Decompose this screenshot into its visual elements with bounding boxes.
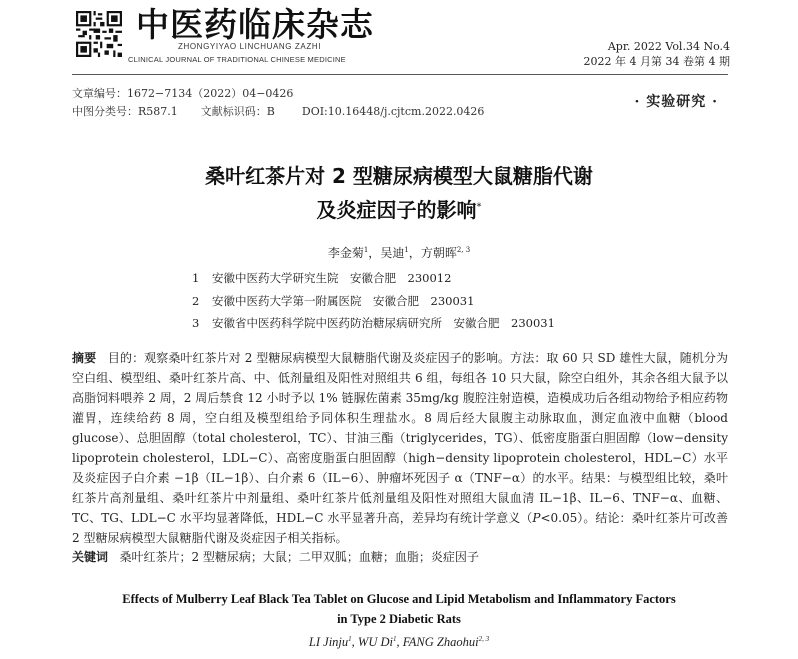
classification-line — [72, 103, 484, 119]
english-author-list: LI Jinju$^1$, WU Di$^1$, FANG Zhaohui$^{2, 3}$ — [308, 635, 490, 650]
affiliation: 2 安徽中医药大学第一附属医院 安徽合肥 230031 — [192, 294, 475, 308]
keywords-label: 关键词 — [72, 550, 109, 564]
journal-english-name: CLINICAL JOURNAL OF TRADITIONAL CHINESE MEDICINE — [128, 55, 346, 64]
journal-pinyin: ZHONGYIYAO LINCHUANG ZAZHI — [178, 42, 322, 51]
issue-chinese: 2022 年 4 月第 34 卷第 4 期 — [583, 55, 730, 68]
english-title-line2: in Type 2 Diabetic Rats — [337, 612, 461, 626]
abstract-label: 摘要 — [72, 351, 97, 365]
doc-code-value: B — [266, 105, 275, 118]
paper-title-line1: 桑叶红茶片对 2 型糖尿病模型大鼠糖脂代谢 — [205, 164, 593, 188]
qr-code-icon — [76, 11, 122, 57]
keywords — [72, 548, 479, 565]
affiliation: 1 安徽中医药大学研究生院 安徽合肥 230012 — [192, 271, 452, 285]
affiliation: 3 安徽省中医药科学院中医药防治糖尿病研究所 安徽合肥 230031 — [192, 316, 555, 330]
doi-value[interactable]: 10.16448/j.cjtcm.2022.0426 — [327, 105, 485, 118]
keywords-text: 桑叶红茶片；2 型糖尿病；大鼠；二甲双胍；血糖；血脂；炎症因子 — [119, 550, 479, 564]
issue-english: Apr. 2022 Vol.34 No.4 — [607, 40, 730, 53]
clc-value: R587.1 — [138, 105, 178, 118]
author-name: 李金菊 — [327, 246, 364, 260]
paper-title-line2: 及炎症因子的影响* — [316, 198, 482, 222]
author-name: 方朝晖 — [420, 246, 457, 260]
section-label: · 实验研究 · — [634, 94, 718, 110]
journal-logo: 中医药临床杂志 — [136, 5, 374, 44]
doc-code-label: 文献标识码： — [200, 105, 267, 118]
abstract: 摘要 目的：观察桑叶红茶片对 2 型糖尿病模型大鼠糖脂代谢及炎症因子的影响。方法：取 60 只 SD 雄性大鼠，随机分为空白组、模型组、桑叶红茶片高、中、低剂量组及阳性对照组共 6 组，每组各 10 只大鼠，除空白组外，其余各组大鼠予以高脂饲料喂养 2 周，2 周后禁食 12 小时予以 1% 链脲佐菌素 35mg/kg 腹腔注射造模，造模成功后各组动物给予相应药物灌胃，连续给药 8 周，空白组及模型组给予同体积生理盐水。8 周后经大鼠腹主动脉取血，测定血液中血糖（blood glucose）、总胆固醇（total cholesterol，TC）、甘油三酯（triglycerides，TG）、低密度脂蛋白胆固醇（low−density lipoprotein cholesterol，LDL−C）、高密度脂蛋白胆固醇（high−density lipoprotein cholesterol，HDL−C）水平及炎症因子白介素 −1β（IL−1β）、白介素 6（IL−6）、肿瘤坏死因子 α（TNF−α）的水平。结果：与模型组比较，桑叶红茶片高剂量组、桑叶红茶片中剂量组、桑叶红茶片低剂量组及阳性对照组大鼠血清 IL−1β、IL−6、TNF−α、血糖、TC、TG、LDL−C 水平均显著降低，HDL−C 水平显著升高，差异均有统计学意义（P<0.05）。结论：桑叶红茶片可改善 2 型糖尿病模型大鼠糖脂代谢及炎症因子相关指标。 — [72, 351, 728, 545]
clc-label: 中图分类号： — [72, 105, 138, 118]
abstract-text: 目的：观察桑叶红茶片对 2 型糖尿病模型大鼠糖脂代谢及炎症因子的影响。方法：取 60 只 SD 雄性大鼠，随机分为空白组、模型组、桑叶红茶片高、中、低剂量组及阳性对照组共 6 组，每组各 10 只大鼠，除空白组外，其余各组大鼠予以高脂饲料喂养 2 周，2 周后禁食 12 小时予以 1% 链脲佐菌素 35mg/kg 腹腔注射造模，造模成功后各组动物给予相应药物灌胃，连续给药 8 周，空白组及模型组给予同体积生理盐水。8 周后经大鼠腹主动脉取血，测定血液中血糖（blood glucose）、总胆固醇（total cholesterol，TC）、甘油三酯（triglycerides，TG）、低密度脂蛋白胆固醇（low−density lipoprotein cholesterol，LDL−C）、高密度脂蛋白胆固醇（high−density lipoprotein cholesterol，HDL−C）水平及炎症因子白介素 −1β（IL−1β）、白介素 6（IL−6）、肿瘤坏死因子 α（TNF−α）的水平。结果：与模型组比较，桑叶红茶片高剂量组、桑叶红茶片中剂量组、桑叶红茶片低剂量组及阳性对照组大鼠血清 IL−1β、IL−6、TNF−α、血糖、TC、TG、LDL−C 水平均显著降低，HDL−C 水平显著升高，差异均有统计学意义（ — [72, 351, 728, 525]
doi-label: DOI: — [301, 105, 328, 118]
article-number: 文章编号：1672−7134（2022）04−0426 — [72, 87, 294, 100]
author-list: 李金菊$^1$，吴迪$^1$，方朝晖$^{2, 3}$ — [327, 246, 471, 260]
english-title-line1: Effects of Mulberry Leaf Black Tea Tablet on Glucose and Lipid Metabolism and Inflammatory Factors — [122, 592, 676, 606]
header-divider — [72, 74, 728, 75]
funding-marker: * — [476, 201, 482, 213]
author-name: 吴迪 — [380, 246, 405, 260]
